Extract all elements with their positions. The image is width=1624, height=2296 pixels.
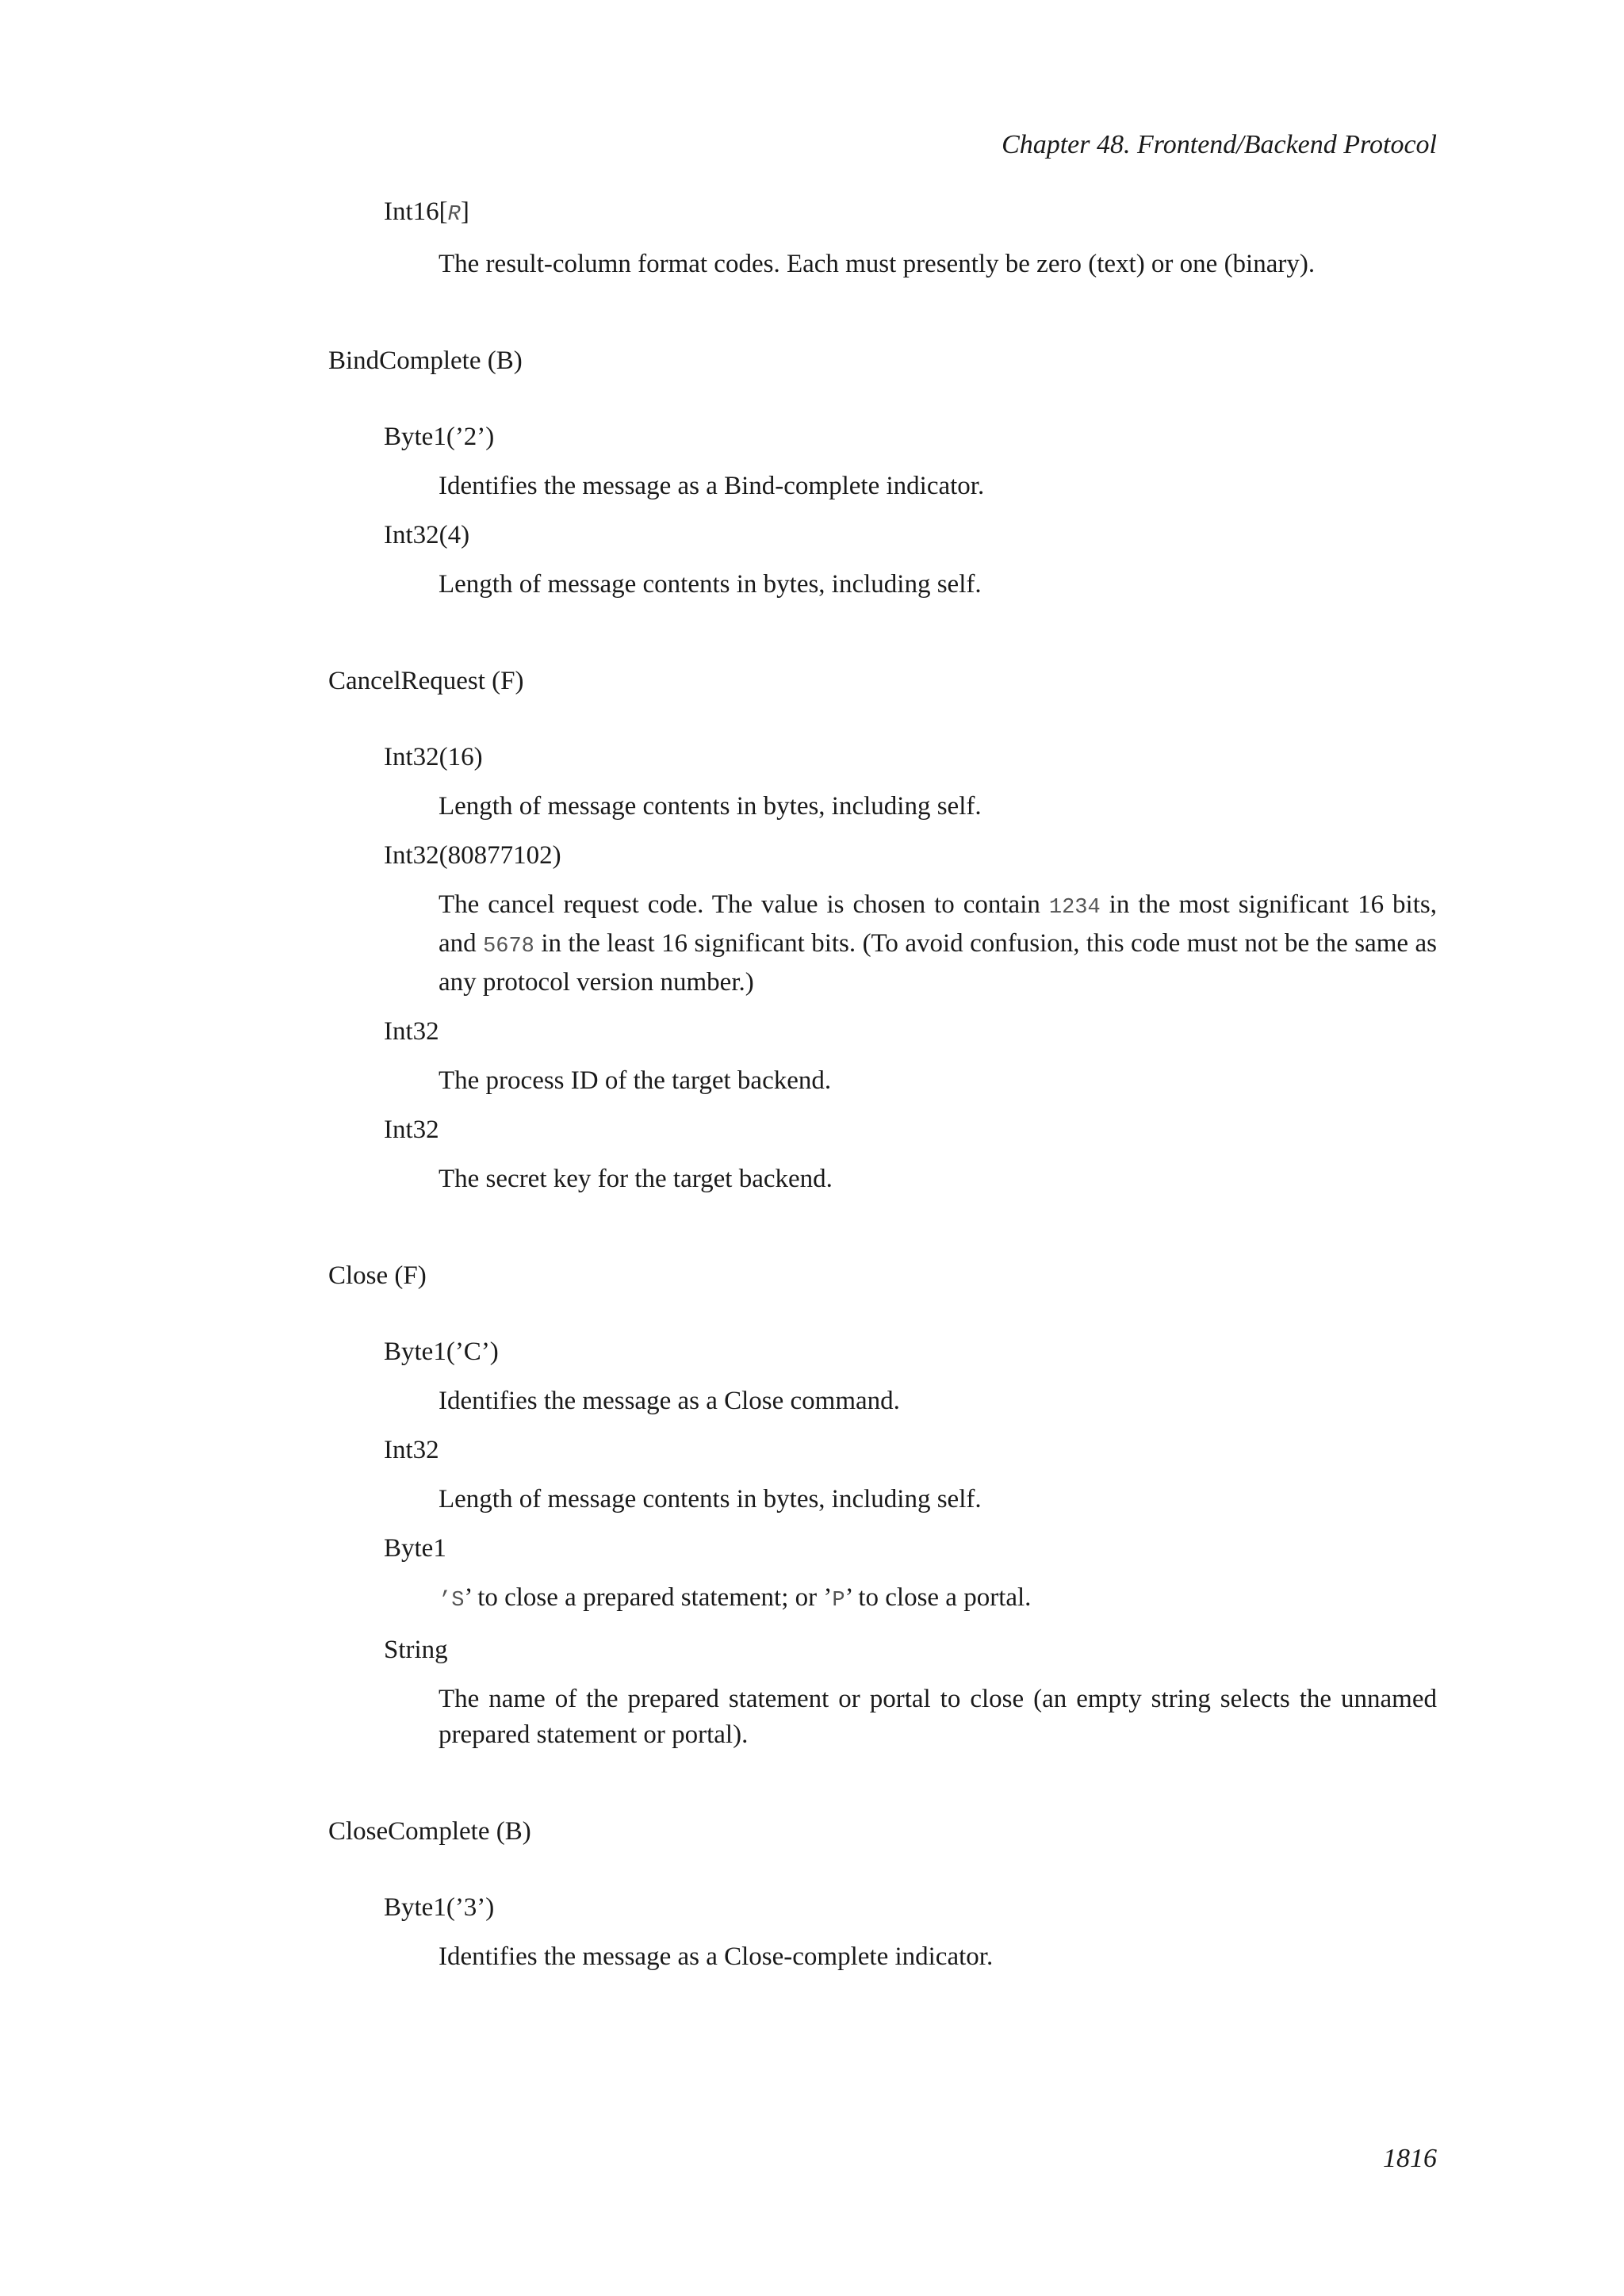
field-description: The secret key for the target backend.	[439, 1165, 833, 1193]
field-name: Int32(16)	[384, 743, 483, 771]
message-title-cancelrequest: CancelRequest (F)	[328, 667, 524, 695]
field-name: Byte1(’3’)	[384, 1893, 495, 1922]
field-description: Identifies the message as a Close command.	[439, 1387, 900, 1415]
field-description: Length of message contents in bytes, including self.	[439, 570, 982, 599]
inline-code: S	[451, 1589, 465, 1613]
field-name: Byte1	[384, 1534, 446, 1563]
field-name: Int32(80877102)	[384, 841, 561, 870]
inline-code: 1234	[1048, 896, 1101, 920]
field-description: The cancel request code. The value is chosen to contain 1234 in the most significant 16 bits, and 5678 in the least 16 significant bits. (To avoid confusion, this code must not be the same as any protocol version number.)	[439, 890, 1437, 997]
field-description: Identifies the message as a Close-complete indicator.	[439, 1942, 994, 1971]
field-description: The result-column format codes. Each must presently be zero (text) or one (binary).	[439, 250, 1316, 278]
field-name: String	[384, 1636, 448, 1664]
field-name: Int32	[384, 1017, 439, 1046]
field-description: The process ID of the target backend.	[439, 1066, 832, 1095]
inline-code: 5678	[483, 935, 534, 959]
field-description: Identifies the message as a Bind-complete indicator.	[439, 472, 985, 500]
message-title-bindcomplete: BindComplete (B)	[328, 346, 523, 375]
message-title-close: Close (F)	[328, 1261, 427, 1290]
field-name: Int32	[384, 1115, 439, 1144]
message-title-closecomplete: CloseComplete (B)	[328, 1817, 531, 1846]
inline-code: P	[832, 1589, 845, 1613]
field-description: The name of the prepared statement or portal to close (an empty string selects the unnamed prepared statement or portal).	[439, 1685, 1437, 1749]
field-description: ’S’ to close a prepared statement; or ’P’ to close a portal.	[439, 1583, 1032, 1613]
field-description: Length of message contents in bytes, including self.	[439, 792, 982, 821]
field-name: Int32(4)	[384, 521, 470, 549]
field-name: Byte1(’C’)	[384, 1337, 499, 1366]
field-name: Int32	[384, 1436, 439, 1464]
page-number: 1816	[1383, 2144, 1437, 2173]
field-name: Byte1(’2’)	[384, 423, 495, 451]
field-name: Int16[R]	[384, 197, 469, 227]
page-body	[328, 194, 1437, 1975]
running-header: Chapter 48. Frontend/Backend Protocol	[1002, 130, 1437, 159]
field-description: Length of message contents in bytes, including self.	[439, 1485, 982, 1513]
